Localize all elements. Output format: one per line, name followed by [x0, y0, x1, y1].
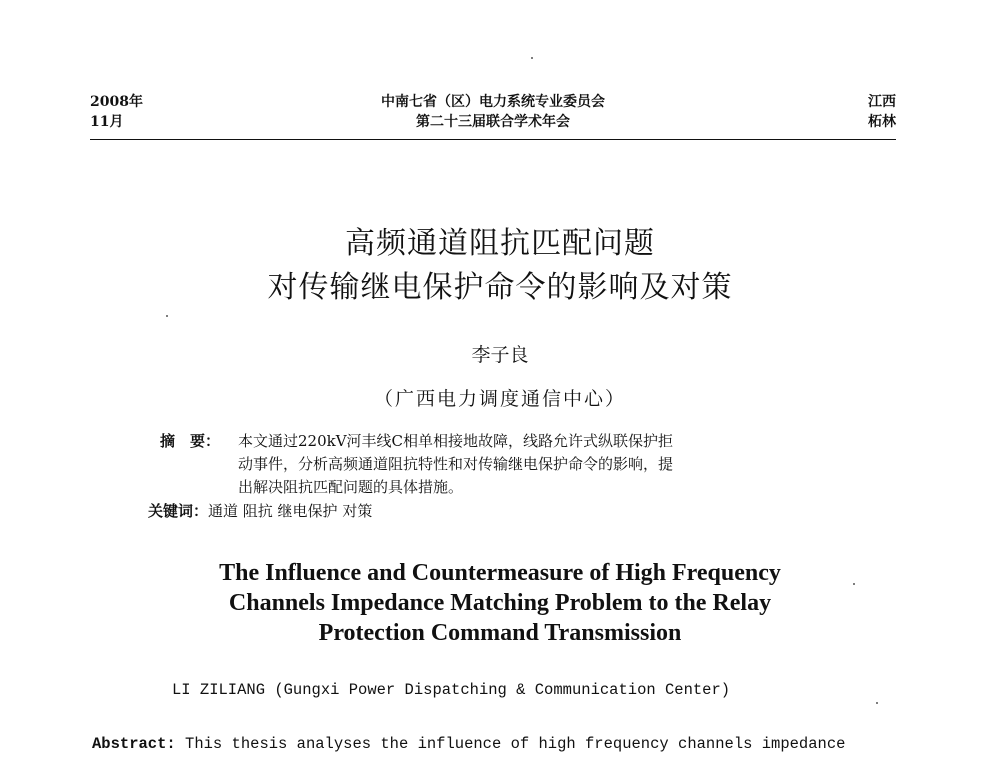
- abstract-cn-line1: 本文通过220kV河丰线C相单相接地故障，线路允许式纵联保护拒: [238, 432, 674, 450]
- paper-title-en-line1: The Influence and Countermeasure of High Frequency: [219, 560, 781, 586]
- paper-title-cn-line1: 高频通道阻抗匹配问题: [345, 226, 655, 261]
- keywords-cn: [148, 500, 372, 523]
- author-en: LI ZILIANG (Gungxi Power Dispatching & Communication Center): [172, 681, 731, 699]
- abstract-cn-text: [238, 430, 832, 499]
- author-cn: 李子良: [471, 344, 529, 366]
- paper-title-en-line2: Channels Impedance Matching Problem to the Relay: [228, 590, 772, 616]
- abstract-en-label: Abstract:: [92, 735, 176, 753]
- keywords-cn-label: 关键词：: [148, 502, 209, 520]
- paper-title-cn-line2: 对传输继电保护命令的影响及对策: [267, 270, 733, 305]
- header-meeting: 第二十三届联合学术年会: [416, 114, 570, 130]
- header-divider: [90, 139, 896, 140]
- scan-speck: [166, 315, 168, 317]
- keywords-cn-value: 通道 阻抗 继电保护 对策: [208, 502, 373, 520]
- abstract-cn-label: 摘 要：: [160, 432, 221, 450]
- header-town: 柘林: [868, 114, 896, 130]
- conference-header: [90, 92, 896, 136]
- scan-speck: [531, 57, 533, 59]
- header-year: 2008年: [90, 94, 143, 110]
- abstract-en-text: This thesis analyses the influence of high frequency channels impedance: [185, 735, 846, 753]
- header-committee: 中南七省（区）电力系统专业委员会: [381, 94, 605, 110]
- affiliation-cn: （广西电力调度通信中心）: [373, 388, 626, 410]
- paper-title-en: [0, 558, 1000, 648]
- scan-speck: [876, 702, 878, 704]
- header-location: [868, 92, 896, 132]
- paper-title-en-line3: Protection Command Transmission: [318, 620, 682, 646]
- abstract-cn-line3: 出解决阻抗匹配问题的具体措施。: [238, 478, 464, 496]
- abstract-en: [92, 733, 845, 755]
- header-month: 11月: [90, 114, 124, 130]
- paper-title-cn: [0, 222, 1000, 310]
- header-conference: [90, 92, 896, 132]
- header-province: 江西: [868, 94, 896, 110]
- abstract-cn-line2: 动事件，分析高频通道阻抗特性和对传输继电保护命令的影响，提: [238, 455, 674, 473]
